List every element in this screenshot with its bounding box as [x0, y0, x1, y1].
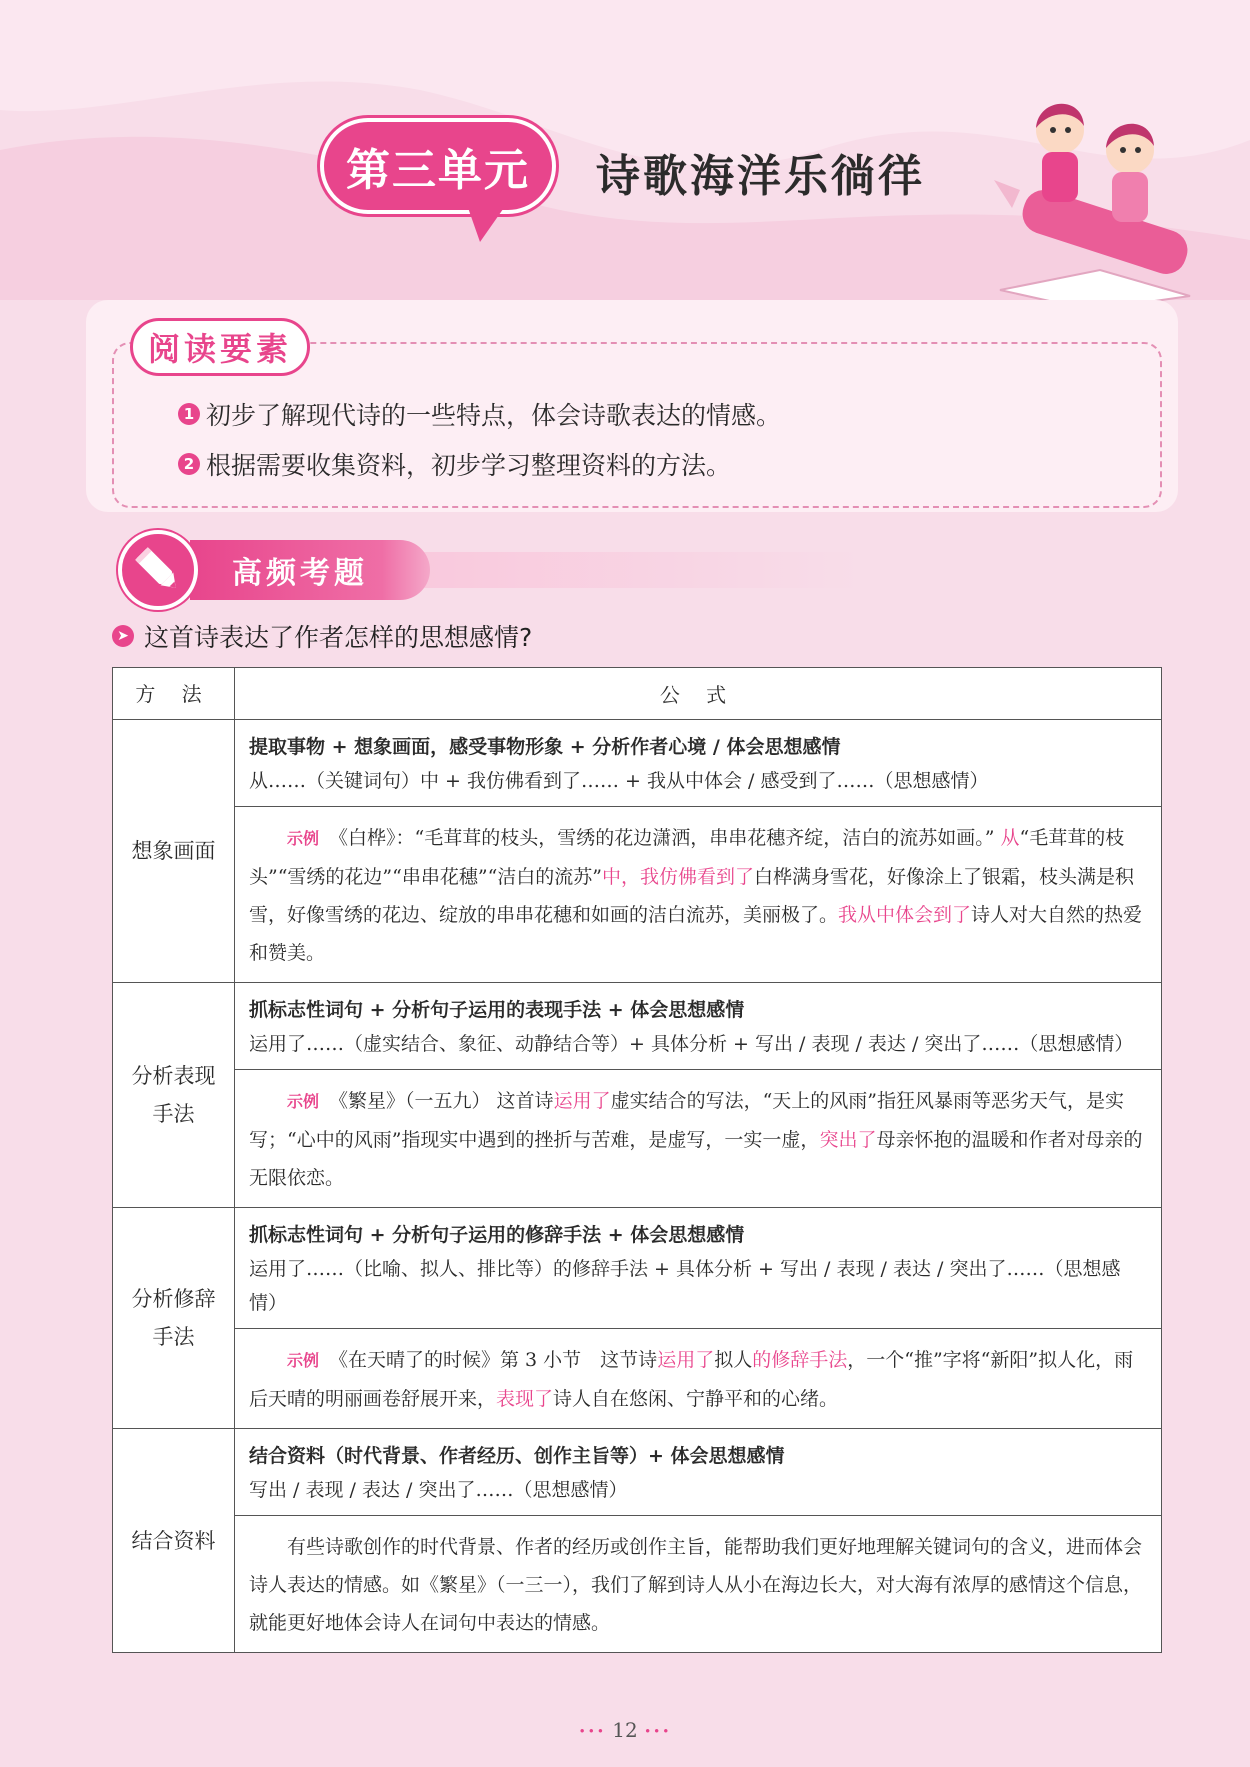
example-fragment: 母亲怀抱的温暖和作者对母亲的无限依恋。: [249, 1129, 1143, 1189]
example-fragment: 《白桦》：“毛茸茸的枝头，雪绣的花边潇洒，串串花穗齐绽，洁白的流苏如画。”: [329, 827, 1001, 849]
formula-head: 抓标志性词句 + 分析句子运用的修辞手法 + 体会思想感情: [249, 1224, 745, 1246]
highlight-text: 我从中体会到了: [838, 904, 972, 926]
example-cell: [235, 1516, 1162, 1653]
reading-element-text: 初步了解现代诗的一些特点，体会诗歌表达的情感。: [206, 401, 782, 430]
highlight-text: 运用了: [553, 1090, 611, 1112]
method-cell: 想象画面: [113, 720, 235, 983]
example-fragment: 《在天晴了的时候》第 3 小节 这节诗: [329, 1349, 658, 1371]
pencil-icon: [118, 530, 198, 610]
methods-table: [112, 667, 1162, 1653]
highlight-text: 突出了: [819, 1129, 877, 1151]
method-cell: 结合资料: [113, 1429, 235, 1653]
formula-cell: [235, 720, 1162, 807]
formula-cell: [235, 1208, 1162, 1329]
method-cell: 分析表现手法: [113, 983, 235, 1208]
section-bar-fade: [420, 552, 860, 588]
page-number-text: 12: [612, 1718, 638, 1742]
page-dots-left: •••: [578, 1724, 606, 1739]
example-text: [249, 1536, 1142, 1634]
example-fragment: 拟人: [714, 1349, 753, 1371]
page-number: [0, 1718, 1250, 1742]
unit-badge: 第三单元: [320, 118, 556, 214]
example-cell: [235, 1070, 1162, 1208]
page-dots-right: •••: [644, 1724, 672, 1739]
table-header-formula: 公 式: [235, 668, 1162, 720]
formula-body: 运用了……（虚实结合、象征、动静结合等）+ 具体分析 + 写出 / 表现 / 表达 / 突出了……（思想感情）: [249, 1033, 1134, 1055]
highlight-text: 表现了: [496, 1388, 554, 1410]
formula-head: 提取事物 + 想象画面，感受事物形象 + 分析作者心境 / 体会思想感情: [249, 736, 841, 758]
example-tag: 示例: [287, 1092, 320, 1111]
section-title-text: 高频考题: [232, 556, 368, 591]
highlight-text: 从: [1000, 827, 1020, 849]
reading-elements-tag: 阅读要素: [130, 318, 310, 376]
example-tag: 示例: [287, 829, 320, 848]
arrow-right-icon: ➤: [112, 625, 134, 647]
example-tag: 示例: [287, 1351, 320, 1370]
example-text: [249, 1090, 1142, 1189]
reading-element-text: 根据需要收集资料，初步学习整理资料的方法。: [206, 451, 732, 480]
highlight-text: 运用了: [657, 1349, 715, 1371]
example-text: [249, 827, 1142, 964]
example-cell: [235, 1329, 1162, 1429]
example-fragment: 有些诗歌创作的时代背景、作者的经历或创作主旨，能帮助我们更好地理解关键词句的含义，进而体会诗人表达的情感。如《繁星》（一三一），我们了解到诗人从小在海边长大，对大海有浓厚的感情这个信息，就能更好地体会诗人在词句中表达的情感。: [249, 1536, 1143, 1634]
example-fragment: 诗人自在悠闲、宁静平和的心绪。: [553, 1388, 839, 1410]
example-fragment: 虚实结合的写法，“天上的风雨”指狂风暴雨等恶劣天气，是实写；“心中的风雨”指现实中遇到的挫折与苦难，是虚写，一实一虚，: [249, 1090, 1125, 1151]
question-text: 这首诗表达了作者怎样的思想感情?: [144, 623, 533, 652]
formula-cell: [235, 983, 1162, 1070]
formula-body: 从……（关键词句）中 + 我仿佛看到了…… + 我从中体会 / 感受到了……（思想感情）: [249, 770, 989, 792]
table-header-method: 方 法: [113, 668, 235, 720]
unit-title: 诗歌海洋乐徜徉: [596, 151, 925, 202]
example-fragment: “毛茸茸的枝头”“雪绣的花边”“串串花穗”“洁白的流苏”: [249, 827, 1125, 888]
example-cell: [235, 807, 1162, 983]
example-fragment: 诗人对大自然的热爱和赞美。: [249, 904, 1143, 964]
formula-head: 结合资料（时代背景、作者经历、创作主旨等）+ 体会思想感情: [249, 1445, 785, 1467]
question: [112, 618, 532, 654]
reading-element-item: [178, 446, 731, 482]
example-fragment: ，一个“推”字将“新阳”拟人化，雨后天晴的明丽画卷舒展开来，: [249, 1349, 1134, 1410]
highlight-text: 中，我仿佛看到了: [602, 866, 755, 888]
high-frequency-section-title: [190, 540, 430, 600]
reading-element-item: [178, 396, 781, 432]
number-badge: 1: [178, 403, 200, 425]
formula-cell: [235, 1429, 1162, 1516]
example-text: [249, 1349, 1133, 1410]
formula-body: 写出 / 表现 / 表达 / 突出了……（思想感情）: [249, 1479, 628, 1501]
example-fragment: 《繁星》（一五九） 这首诗: [329, 1090, 554, 1112]
unit-badge-tail: [466, 202, 508, 242]
formula-head: 抓标志性词句 + 分析句子运用的表现手法 + 体会思想感情: [249, 999, 745, 1021]
example-fragment: 白桦满身雪花，好像涂上了银霜，枝头满是积雪，好像雪绣的花边、绽放的串串花穗和如画的洁白流苏，美丽极了。: [249, 866, 1135, 926]
children-on-pencil-illustration: [990, 70, 1210, 310]
method-cell: 分析修辞手法: [113, 1208, 235, 1429]
formula-body: 运用了……（比喻、拟人、排比等）的修辞手法 + 具体分析 + 写出 / 表现 / 表达 / 突出了……（思想感情）: [249, 1258, 1121, 1314]
number-badge: 2: [178, 453, 200, 475]
highlight-text: 的修辞手法: [752, 1349, 848, 1371]
